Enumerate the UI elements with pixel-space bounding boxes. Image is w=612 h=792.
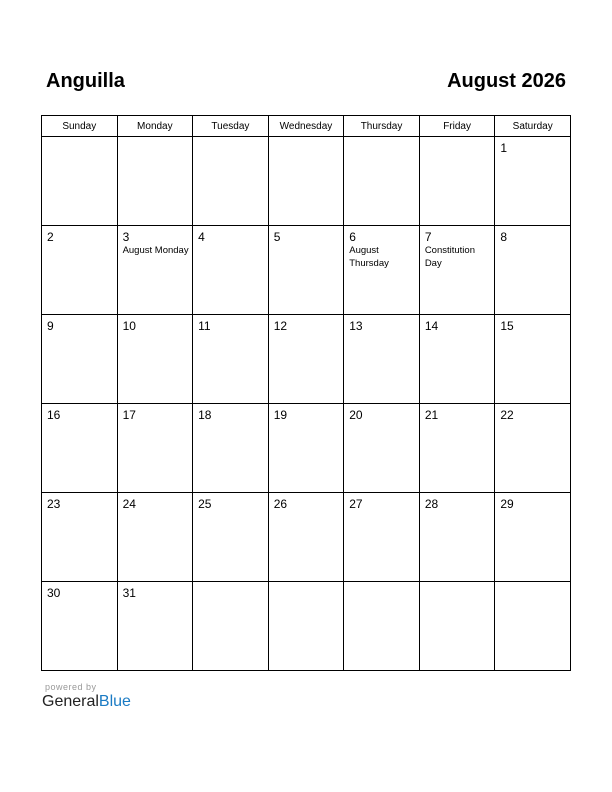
day-cell — [117, 137, 193, 226]
weekday-header-wednesday: Wednesday — [268, 116, 344, 137]
week-row — [42, 493, 571, 582]
week-row — [42, 226, 571, 315]
day-cell — [495, 137, 571, 226]
week-row — [42, 404, 571, 493]
day-number: 15 — [500, 319, 514, 333]
day-cell — [268, 315, 344, 404]
footer-branding — [42, 682, 131, 711]
day-cell — [268, 404, 344, 493]
day-cell — [42, 226, 118, 315]
day-cell — [495, 404, 571, 493]
week-row — [42, 137, 571, 226]
day-number: 13 — [349, 319, 363, 333]
day-number: 3 — [122, 230, 130, 244]
day-number: 8 — [500, 230, 508, 244]
day-number: 9 — [47, 319, 54, 333]
powered-by-text: powered by — [45, 682, 97, 692]
day-cell — [419, 137, 495, 226]
weekday-header-saturday: Saturday — [495, 116, 571, 137]
weekday-header-row — [42, 116, 571, 137]
day-cell — [42, 315, 118, 404]
day-cell — [344, 582, 420, 671]
day-cell — [42, 493, 118, 582]
week-row — [42, 315, 571, 404]
holiday-label: August Thursday — [349, 245, 389, 269]
month-calendar-grid — [41, 115, 571, 671]
day-number: 20 — [349, 408, 363, 422]
day-number: 1 — [500, 141, 508, 155]
day-cell — [193, 315, 269, 404]
day-number: 25 — [198, 497, 212, 511]
day-cell — [495, 582, 571, 671]
day-number: 11 — [198, 319, 211, 333]
generalblue-logo[interactable] — [42, 693, 131, 711]
day-cell — [419, 315, 495, 404]
day-cell — [419, 493, 495, 582]
day-number: 30 — [47, 586, 61, 600]
day-number: 4 — [198, 230, 205, 244]
day-cell — [42, 137, 118, 226]
day-cell — [344, 226, 420, 315]
day-cell — [193, 404, 269, 493]
day-cell — [495, 226, 571, 315]
day-cell — [117, 315, 193, 404]
day-number: 24 — [122, 497, 136, 511]
day-number: 16 — [47, 408, 61, 422]
day-number: 18 — [198, 408, 212, 422]
day-cell — [419, 582, 495, 671]
day-cell — [268, 582, 344, 671]
day-number: 12 — [273, 319, 288, 333]
day-cell — [268, 137, 344, 226]
day-cell — [117, 404, 193, 493]
day-cell — [268, 493, 344, 582]
day-number: 7 — [424, 230, 432, 244]
week-row — [42, 582, 571, 671]
day-number: 29 — [500, 497, 514, 511]
day-cell — [117, 582, 193, 671]
day-number: 27 — [349, 497, 363, 511]
day-cell — [193, 493, 269, 582]
day-cell — [344, 493, 420, 582]
calendar-header — [46, 70, 566, 100]
holiday-label: Constitution Day — [424, 245, 475, 269]
day-cell — [268, 226, 344, 315]
weekday-header-monday: Monday — [117, 116, 193, 137]
brand-blue-text: Blue — [98, 693, 131, 710]
day-cell — [344, 137, 420, 226]
day-cell — [495, 315, 571, 404]
day-cell — [419, 404, 495, 493]
weekday-header-tuesday: Tuesday — [193, 116, 269, 137]
day-number: 22 — [500, 408, 514, 422]
country-title: Anguilla — [46, 70, 125, 92]
day-number: 17 — [122, 408, 136, 422]
day-cell — [419, 226, 495, 315]
day-cell — [42, 582, 118, 671]
day-cell — [344, 404, 420, 493]
day-number: 23 — [47, 497, 61, 511]
day-number: 26 — [273, 497, 288, 511]
day-cell — [193, 582, 269, 671]
day-cell — [344, 315, 420, 404]
day-cell — [42, 404, 118, 493]
day-number: 5 — [273, 230, 281, 244]
day-number: 19 — [273, 408, 288, 422]
month-year-title: August 2026 — [447, 70, 566, 92]
day-cell — [117, 226, 193, 315]
weekday-header-thursday: Thursday — [344, 116, 420, 137]
day-number: 21 — [424, 408, 439, 422]
brand-general-text: General — [42, 693, 99, 710]
day-number: 31 — [122, 586, 136, 600]
weekday-header-friday: Friday — [419, 116, 495, 137]
day-cell — [193, 137, 269, 226]
day-cell — [495, 493, 571, 582]
day-number: 10 — [122, 319, 136, 333]
day-number: 2 — [47, 230, 54, 244]
day-cell — [193, 226, 269, 315]
day-number: 28 — [424, 497, 439, 511]
day-cell — [117, 493, 193, 582]
weekday-header-sunday: Sunday — [42, 116, 118, 137]
day-number: 6 — [349, 230, 356, 244]
day-number: 14 — [424, 319, 439, 333]
holiday-label: August Monday — [122, 245, 189, 256]
